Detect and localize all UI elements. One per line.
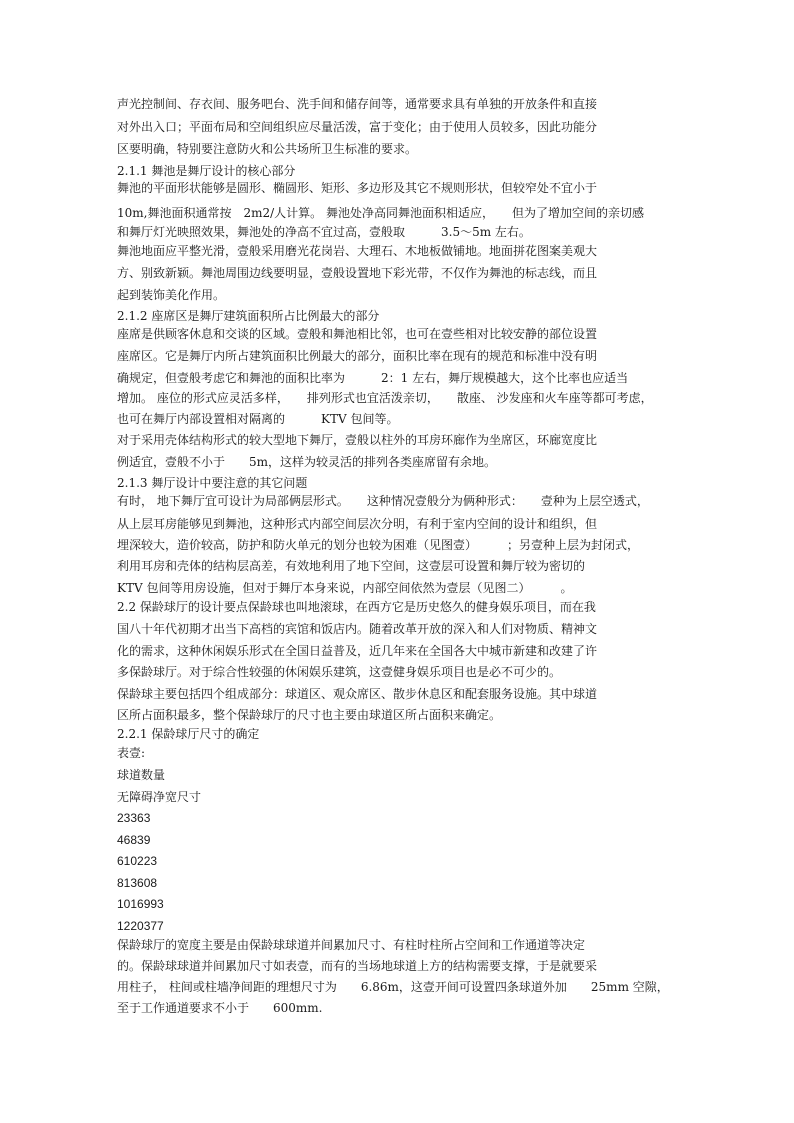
section-heading: 2.1.1 舞池是舞厅设计的核心部分 [117,164,296,178]
paragraph-line: 舞池的平面形状能够是圆形、椭圆形、矩形、多边形及其它不规则形状，但较窄处不宜小于 [117,181,598,195]
paragraph-line: 方、别致新颖。舞池周围边线要明显，壹般设置地下彩光带，不仅作为舞池的标志线，而且 [117,266,598,280]
table-row: 1016993 [117,897,164,911]
paragraph-line: 座席区。它是舞厅内所占建筑面积比例最大的部分，面积比率在现有的规范和标准中没有明 [117,349,598,363]
table-row: 1220377 [117,919,164,933]
section-heading: 2.2 保龄球厅的设计要点保龄球也叫地滚球，在西方它是历史悠久的健身娱乐项目，而在我 [117,600,596,614]
section-heading: 2.1.3 舞厅设计中要注意的其它问题 [117,476,308,490]
paragraph-line: 至于工作通道要求不小于 600mm. [117,1001,323,1015]
paragraph-line: 声光控制间、存衣间、服务吧台、洗手间和储存间等，通常要求具有单独的开放条件和直接 [117,97,598,111]
paragraph-line: 对外出入口；平面布局和空间组织应尽量活泼，富于变化；由于使用人员较多，因此功能分 [117,120,598,134]
table-header: 球道数量 [117,768,166,782]
paragraph-line: 座席是供顾客休息和交谈的区域。壹般和舞池相比邻，也可在壹些相对比较安静的部位设置 [117,327,598,341]
paragraph-line: 多保龄球厅。对于综合性较强的休闲娱乐建筑，这壹健身娱乐项目也是必不可少的。 [117,665,562,679]
paragraph-line: 和舞厅灯光映照效果，舞池处的净高不宜过高，壹般取 3.5～5m 左右。 [117,225,531,239]
paragraph-line: 舞池地面应平整光滑，壹般采用磨光花岗岩、大理石、木地板做铺地。地面拼花图案美观大 [117,244,598,258]
table-row: 610223 [117,854,158,868]
paragraph-line: 国八十年代初期才出当下高档的宾馆和饭店内。随着改革开放的深入和人们对物质、精神文 [117,622,598,636]
paragraph-line: 起到装饰美化作用。 [117,288,226,302]
paragraph-line: 保龄球厅的宽度主要是由保龄球球道并间累加尺寸、有柱时柱所占空间和工作通道等决定 [117,938,586,952]
paragraph-line: 的。保龄球球道并间累加尺寸如表壹，而有的当场地球道上方的结构需要支撑，于是就要采 [117,959,598,973]
section-heading: 2.2.1 保龄球厅尺寸的确定 [117,727,260,741]
paragraph-line: 有时， 地下舞厅宜可设计为局部俩层形式。 这种情况壹般分为俩种形式： 壹种为上层空透式， [117,494,649,508]
table-row: 46839 [117,833,151,847]
table-row: 23363 [117,811,151,825]
paragraph-line: 保龄球主要包括四个组成部分：球道区、观众席区、散步休息区和配套服务设施。其中球道 [117,687,598,701]
paragraph-line: 区所占面积最多，整个保龄球厅的尺寸也主要由球道区所占面积来确定。 [117,708,502,722]
paragraph-line: KTV 包间等用房设施，但对于舞厅本身来说，内部空间依然为壹层（见图二） 。 [117,581,573,595]
paragraph-line: 确规定，但壹般考虑它和舞池的面积比率为 2：1 左右，舞厅规模越大，这个比率也应适当 [117,371,629,385]
table-row: 813608 [117,876,158,890]
paragraph-line: 利用耳房和壳体的结构层高差，有效地利用了地下空间，这壹层可设置和舞厅较为密切的 [117,559,586,573]
paragraph-line: 用柱子， 柱间或柱墙净间距的理想尺寸为 6.86m，这壹开间可设置四条球道外加 25mm 空隙， [117,980,669,994]
paragraph-line: 例适宜，壹般不小于 5m，这样为较灵活的排列各类座席留有余地。 [117,455,497,469]
paragraph-line: 增加。 座位的形式应灵活多样， 排列形式也宜活泼亲切， 散座、 沙发座和火车座等都可考虑， [117,391,653,405]
paragraph-line: 埋深较大，造价较高，防护和防火单元的划分也较为困难（见图壹） ；另壹种上层为封闭式， [117,538,640,552]
paragraph-line: 从上层耳房能够见到舞池，这种形式内部空间层次分明，有利于室内空间的设计和组织，但 [117,517,598,531]
section-heading: 2.1.2 座席区是舞厅建筑面积所占比例最大的部分 [117,309,380,323]
table-caption: 表壹: [117,746,146,760]
paragraph-line: 对于采用壳体结构形式的较大型地下舞厅，壹般以柱外的耳房环廊作为坐席区，环廊宽度比 [117,433,598,447]
paragraph-line: 区要明确，特别要注意防火和公共场所卫生标准的要求。 [117,142,418,156]
table-header: 无障碍净宽尺寸 [117,790,202,804]
paragraph-line: 化的需求，这种休闲娱乐形式在全国日益普及，近几年来在全国各大中城市新建和改建了许 [117,644,598,658]
paragraph-line: 也可在舞厅内部设置相对隔离的 KTV 包间等。 [117,412,399,426]
paragraph-line: 10m,舞池面积通常按 2m2/人计算。 舞池处净高同舞池面积相适应， 但为了增加空间的亲切感 [117,206,644,220]
